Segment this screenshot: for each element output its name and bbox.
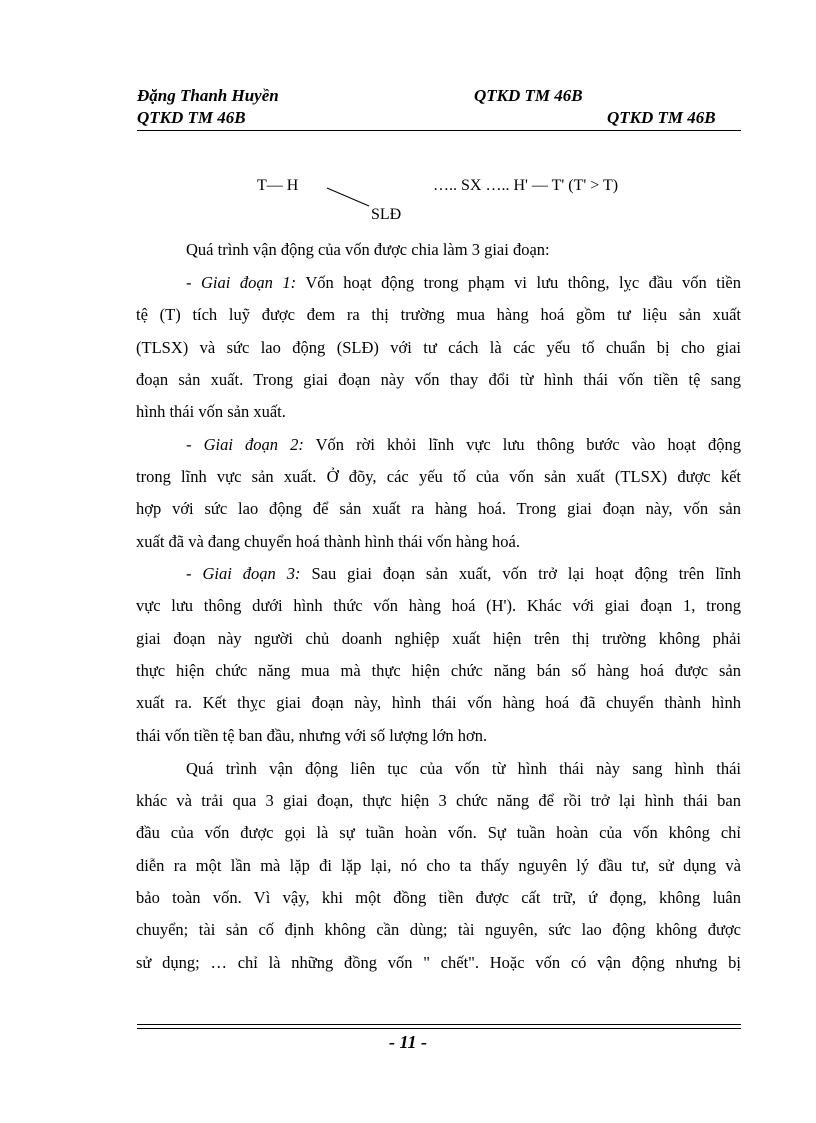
body-line: - Giai đoạn 3: Sau giai đoạn sản xuất, vốn trở lại hoạt động trên lĩnh (186, 564, 741, 583)
header-class-center: QTKD TM 46B (474, 86, 583, 105)
stage-label: - Giai đoạn 1: (186, 273, 297, 292)
body-line: giai đoạn này người chủ doanh nghiệp xuất hiện trên thị trường không phải (136, 629, 741, 648)
body-line: khác và trải qua 3 giai đoạn, thực hiện 3 chức năng để rồi trở lại hình thái ban (136, 791, 741, 810)
stage-label: - Giai đoạn 3: (186, 564, 301, 583)
footer-rule-top (137, 1024, 741, 1025)
stage-label: - Giai đoạn 2: (186, 435, 304, 454)
body-line: - Giai đoạn 1: Vốn hoạt động trong phạm vi lưu thông, lỵc đầu vốn tiền (186, 273, 741, 292)
body-line: tệ (T) tích luỹ được đem ra thị trường mua hàng hoá gồm tư liệu sản xuất (136, 305, 741, 324)
page-number: - 11 - (389, 1032, 427, 1052)
body-line: Quá trình vận động liên tục của vốn từ hình thái này sang hình thái (186, 759, 741, 778)
header-class-left: QTKD TM 46B (137, 108, 246, 127)
header-rule (137, 130, 741, 131)
body-line: Quá trình vận động của vốn được chia làm 3 giai đoạn: (186, 240, 550, 259)
body-line: đoạn sản xuất. Trong giai đoạn này vốn thay đổi từ hình thái vốn tiền tệ sang (136, 370, 741, 389)
header-class-right: QTKD TM 46B (607, 108, 716, 127)
body-line: sử dụng; … chỉ là những đồng vốn " chết". Hoặc vốn có vận động nhưng bị (136, 953, 741, 972)
body-line: đầu của vốn được gọi là sự tuần hoàn vốn. Sự tuần hoàn của vốn không chỉ (136, 823, 741, 842)
formula-left: T— H (257, 177, 299, 194)
body-line: bảo toàn vốn. Vì vậy, khi một đồng tiền được cất trữ, ứ đọng, không luân (136, 888, 741, 907)
body-line: (TLSX) và sức lao động (SLĐ) với tư cách là các yếu tố chuẩn bị cho giai (136, 338, 741, 357)
body-line: xuất ra. Kết thỵc giai đoạn này, hình thái vốn hàng hoá đã chuyển thành hình (136, 693, 741, 712)
body-line: chuyển; tài sản cố định không cần dùng; tài nguyên, sức lao động không được (136, 920, 741, 939)
formula-branch-label: SLĐ (371, 206, 402, 223)
formula-branch-line (325, 186, 371, 208)
body-line: thái vốn tiền tệ ban đầu, nhưng với số lượng lớn hơn. (136, 726, 488, 745)
body-line: hợp với sức lao động để sản xuất ra hàng hoá. Trong giai đoạn này, vốn sản (136, 499, 741, 518)
formula-right: ….. SX ….. H' — T' (T' > T) (433, 177, 619, 194)
body-line: - Giai đoạn 2: Vốn rời khỏi lĩnh vực lưu thông bước vào hoạt động (186, 435, 741, 454)
footer-rule-bottom (137, 1028, 741, 1029)
body-line: diễn ra một lần mà lặp đi lặp lại, nó cho ta thấy nguyên lý đầu tư, sử dụng và (136, 856, 741, 875)
body-line: trong lĩnh vực sản xuất. Ở đõy, các yếu tố của vốn sản xuất (TLSX) được kết (136, 467, 741, 486)
body-line: xuất đã và đang chuyển hoá thành hình thái vốn hàng hoá. (136, 532, 520, 551)
body-line: hình thái vốn sản xuất. (136, 402, 286, 421)
body-line: thực hiện chức năng mua mà thực hiện chức năng bán số hàng hoá được sản (136, 661, 741, 680)
header-author: Đặng Thanh Huyền (137, 86, 279, 105)
body-line: vực lưu thông dưới hình thức vốn hàng hoá (H'). Khác với giai đoạn 1, trong (136, 596, 741, 615)
